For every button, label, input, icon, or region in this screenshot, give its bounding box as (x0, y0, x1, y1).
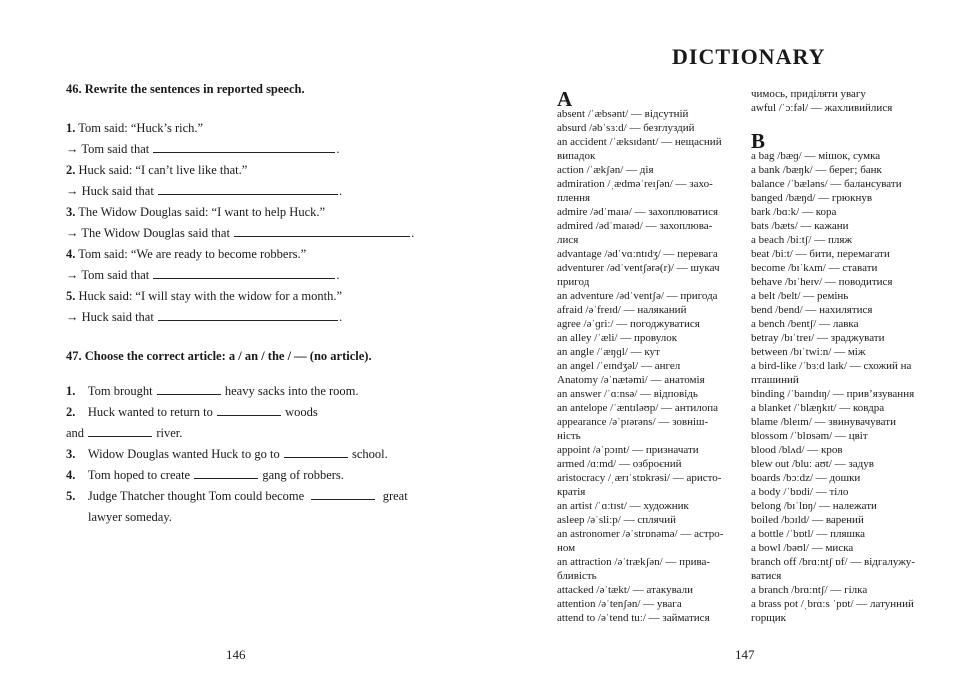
section-letter-a: A (557, 87, 573, 111)
dictionary-entry: balance /ˈbæləns/ — балансувати (751, 178, 902, 190)
dictionary-entry: attend to /əˈtend tuː/ — займатися (557, 612, 710, 624)
dictionary-entry: blew out /bluː aʊt/ — задув (751, 458, 874, 470)
dictionary-entry: blame /bleɪm/ — звинувачувати (751, 416, 896, 428)
dictionary-entry: armed /ɑːmd/ — озброєний (557, 458, 682, 470)
ex46-answer-1: → Tom said that . (66, 142, 340, 156)
ex47-item-5-cont: lawyer someday. (88, 510, 172, 524)
answer-blank[interactable] (158, 310, 338, 321)
dictionary-entry: absurd /əbˈsɜːd/ — безглуздий (557, 122, 695, 134)
dictionary-entry: бливість (557, 570, 597, 582)
dictionary-entry: a brass pot /ˌbrɑːs ˈpɒt/ — латунний (751, 598, 914, 610)
dictionary-entry: admired /ədˈmaɪəd/ — захоплюва- (557, 220, 713, 232)
answer-blank[interactable] (234, 226, 410, 237)
dictionary-entry: betray /bɪˈtreɪ/ — зраджувати (751, 332, 885, 344)
ex46-sentence-4: 4. Tom said: “We are ready to become robbers.” (66, 247, 307, 261)
dictionary-entry: випадок (557, 150, 596, 162)
dictionary-entry: a bottle /ˈbɒtl/ — пляшка (751, 528, 866, 540)
dictionary-entry: чимось, приділяти увагу (751, 88, 866, 100)
dictionary-entry: appearance /əˈpɪərəns/ — зовніш- (557, 416, 709, 428)
dictionary-entry: banged /bæŋd/ — грюкнув (751, 192, 873, 204)
ex46-answer-4: → Tom said that . (66, 268, 340, 282)
dictionary-entry: afraid /əˈfreɪd/ — наляканий (557, 304, 687, 316)
dictionary-entry: an attraction /əˈtrækʃən/ — прива- (557, 556, 711, 568)
dictionary-entry: attention /əˈtenʃən/ — увага (557, 598, 682, 610)
dictionary-entry: an adventure /ədˈventʃə/ — пригода (557, 290, 718, 302)
exercise-47-title: 47. Choose the correct article: a / an / the / — (no article). (66, 349, 372, 363)
exercise-46-title: 46. Rewrite the sentences in reported speech. (66, 82, 305, 96)
ex47-item-1: 1. Tom brought heavy sacks into the room. (66, 384, 359, 398)
dictionary-entry: bark /bɑːk/ — кора (751, 206, 837, 218)
dictionary-entry: an alley /ˈæli/ — провулок (557, 332, 678, 344)
dictionary-entry: an astronomer /əˈstrɒnəmə/ — астро- (557, 528, 724, 540)
dictionary-entry: action /ˈækʃən/ — дія (557, 164, 654, 176)
ex46-sentence-3: 3. The Widow Douglas said: “I want to help Huck.” (66, 205, 326, 219)
dictionary-entry: beat /biːt/ — бити, перемагати (751, 248, 890, 260)
ex46-sentence-2: 2. Huck said: “I can’t live like that.” (66, 163, 248, 177)
dictionary-entry: an angel /ˈeɪndʒəl/ — ангел (557, 360, 681, 372)
dictionary-entry: a bench /bentʃ/ — лавка (751, 318, 859, 330)
section-letter-b: B (751, 129, 766, 153)
ex46-answer-3: → The Widow Douglas said that . (66, 226, 415, 240)
answer-blank[interactable] (194, 468, 258, 479)
dictionary-entry: a bank /bæŋk/ — берег; банк (751, 164, 882, 176)
dictionary-entry: an accident /ˈæksɪdənt/ — нещасний (557, 136, 722, 148)
answer-blank[interactable] (153, 142, 335, 153)
dictionary-entry: ватися (751, 570, 782, 582)
dictionary-entry: a bag /bæɡ/ — мішок, сумка (751, 150, 881, 162)
dictionary-entry: adventurer /ədˈventʃərə(r)/ — шукач (557, 262, 720, 274)
answer-blank[interactable] (284, 447, 348, 458)
dictionary-entry: blossom /ˈblɒsəm/ — цвіт (751, 430, 868, 442)
dictionary-entry: ном (557, 542, 576, 554)
dictionary-entry: горщик (751, 612, 786, 624)
answer-blank[interactable] (157, 384, 221, 395)
ex47-item-3: 3. Widow Douglas wanted Huck to go to school. (66, 447, 388, 461)
dictionary-entry: an answer /ˈɑːnsə/ — відповідь (557, 388, 698, 400)
dictionary-entry: a branch /brɑːntʃ/ — гілка (751, 584, 868, 596)
page-number-right: 147 (735, 647, 755, 662)
dictionary-entry: an artist /ˈɑːtɪst/ — художник (557, 500, 689, 512)
dictionary-entry: attacked /əˈtækt/ — атакували (557, 584, 694, 596)
dictionary-entry: awful /ˈɔːfəl/ — жахливийлися (751, 102, 893, 114)
answer-blank[interactable] (158, 184, 338, 195)
answer-blank[interactable] (88, 426, 152, 437)
dictionary-entry: пригод (557, 276, 590, 288)
answer-blank[interactable] (153, 268, 335, 279)
dictionary-entry: Anatomy /əˈnætəmi/ — анатомія (557, 374, 705, 386)
ex47-item-4: 4. Tom hoped to create gang of robbers. (66, 468, 344, 482)
ex46-answer-5: → Huck said that . (66, 310, 343, 324)
dictionary-title: DICTIONARY (672, 44, 826, 69)
answer-blank[interactable] (311, 489, 375, 500)
dictionary-entry: ність (557, 430, 581, 442)
dictionary-entry: absent /ˈæbsənt/ — відсутній (557, 108, 689, 120)
dictionary-entry: лися (557, 234, 579, 246)
dictionary-entry: a bird-like /ˈbɜːd laɪk/ — схожий на (751, 360, 912, 372)
dictionary-entry: a bowl /bəʊl/ — миска (751, 542, 854, 554)
dictionary-entry: an antelope /ˈæntɪləʊp/ — антилопа (557, 402, 719, 414)
dictionary-entry: a belt /belt/ — ремінь (751, 290, 849, 302)
dictionary-entry: boiled /bɔɪld/ — варений (751, 514, 864, 526)
ex47-item-2-cont: and river. (66, 426, 183, 440)
dictionary-entry: advantage /ədˈvɑːntɪdʒ/ — перевага (557, 248, 718, 260)
dictionary-entry: admiration /ˌædməˈreɪʃən/ — захо- (557, 178, 713, 190)
dictionary-entry: blood /blʌd/ — кров (751, 444, 843, 456)
dictionary-entry: плення (557, 192, 591, 204)
dictionary-column-2-top (751, 87, 892, 115)
dictionary-entry: branch off /brɑːntʃ ɒf/ — відгалужу- (751, 556, 915, 568)
dictionary-entry: кратія (557, 486, 586, 498)
dictionary-entry: a beach /biːtʃ/ — пляж (751, 234, 853, 246)
ex46-answer-2: → Huck said that . (66, 184, 343, 198)
right-page (490, 0, 980, 695)
answer-blank[interactable] (217, 405, 281, 416)
dictionary-entry: admire /ədˈmaɪə/ — захоплюватися (557, 206, 719, 218)
ex47-item-2: 2. Huck wanted to return to woods (66, 405, 318, 419)
dictionary-entry: пташиний (751, 374, 799, 386)
ex47-item-5: 5. Judge Thatcher thought Tom could become great (66, 489, 408, 503)
page-number-left: 146 (226, 647, 246, 662)
dictionary-entry: between /bɪˈtwiːn/ — між (751, 346, 866, 358)
dictionary-entry: aristocracy /ˌærɪˈstɒkrəsi/ — аристо- (557, 472, 722, 484)
dictionary-entry: appoint /əˈpɔɪnt/ — призначати (557, 444, 699, 456)
dictionary-entry: become /bɪˈkʌm/ — ставати (751, 262, 878, 274)
dictionary-entry: behave /bɪˈheɪv/ — поводитися (751, 276, 893, 288)
dictionary-entry: a body /ˈbɒdi/ — тіло (751, 486, 849, 498)
dictionary-entry: binding /ˈbaɪndɪŋ/ — прив’язування (751, 388, 915, 400)
dictionary-entry: agree /əˈɡriː/ — погоджуватися (557, 318, 700, 330)
ex46-sentence-1: 1. Tom said: “Huck’s rich.” (66, 121, 204, 135)
dictionary-entry: a blanket /ˈblæŋkɪt/ — ковдра (751, 402, 885, 414)
dictionary-entry: bats /bæts/ — кажани (751, 220, 849, 232)
dictionary-entry: asleep /əˈsliːp/ — сплячий (557, 514, 676, 526)
dictionary-entry: bend /bend/ — нахилятися (751, 304, 873, 316)
dictionary-entry: an angle /ˈæŋɡl/ — кут (557, 346, 660, 358)
dictionary-entry: boards /bɔːdz/ — дошки (751, 472, 861, 484)
dictionary-entry: belong /bɪˈlɒŋ/ — належати (751, 500, 877, 512)
ex46-sentence-5: 5. Huck said: “I will stay with the widow for a month.” (66, 289, 342, 303)
dictionary-column-2 (751, 149, 915, 625)
dictionary-column-1 (557, 107, 723, 625)
